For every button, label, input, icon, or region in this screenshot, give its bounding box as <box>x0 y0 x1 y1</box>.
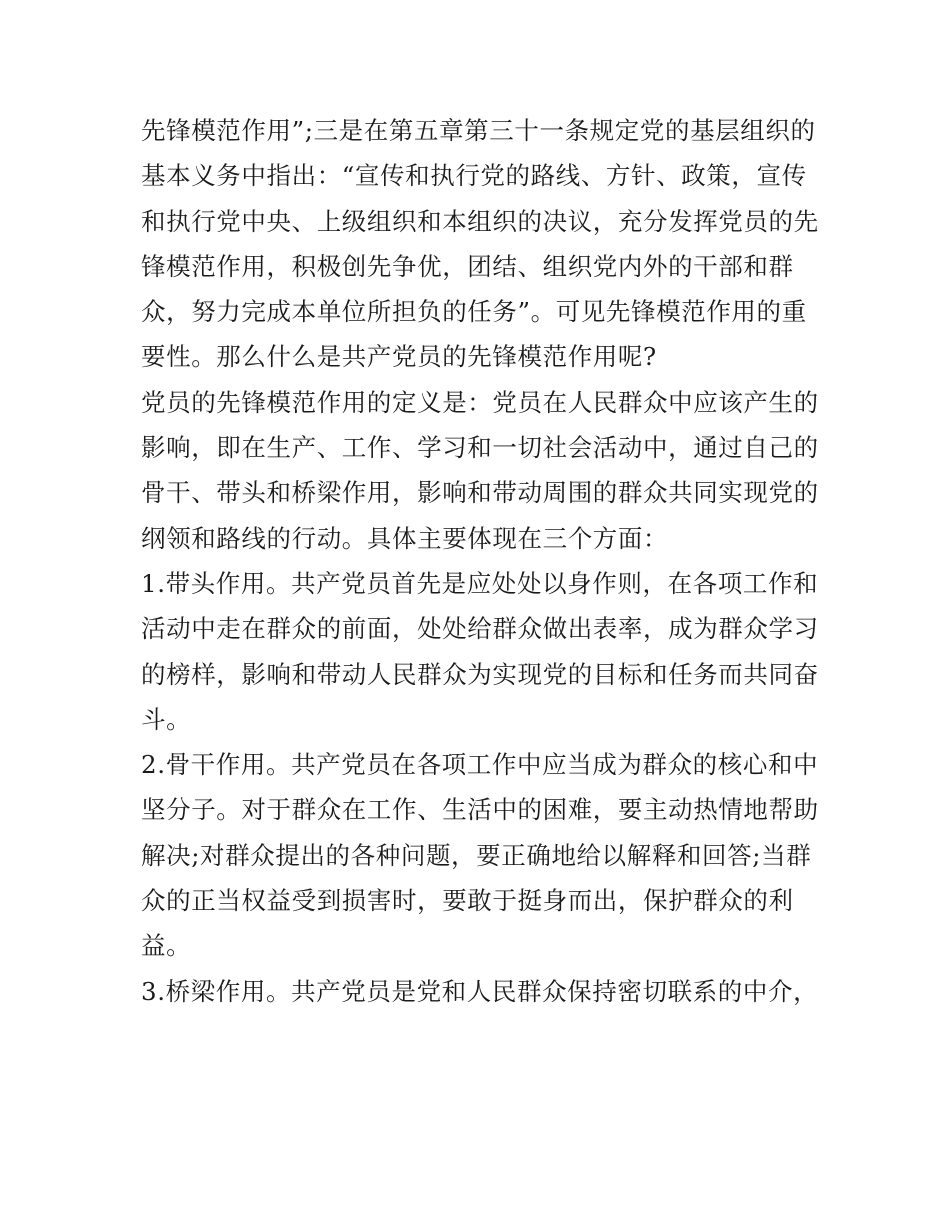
text-line: 众，努力完成本单位所担负的任务”。可见先锋模范作用的重 <box>141 297 807 327</box>
text-line: 的榜样，影响和带动人民群众为实现党的目标和任务而共同奋 <box>141 659 819 689</box>
text-line: 解决;对群众提出的各种问题，要正确地给以解释和回答;当群 <box>141 840 812 870</box>
body-text <box>141 108 817 1014</box>
text-line: 益。 <box>141 931 192 961</box>
text-line: 基本义务中指出：“宣传和执行党的路线、方针、政策，宣传 <box>141 161 807 191</box>
text-line: 骨干、带头和桥梁作用，影响和带动周围的群众共同实现党的 <box>141 478 819 508</box>
text-line: 党员的先锋模范作用的定义是：党员在人民群众中应该产生的 <box>141 387 819 417</box>
text-line: 要性。那么什么是共产党员的先锋模范作用呢? <box>141 342 657 372</box>
text-line: 1.带头作用。共产党员首先是应处处以身作则，在各项工作和 <box>141 568 819 598</box>
text-line: 活动中走在群众的前面，处处给群众做出表率，成为群众学习 <box>141 614 819 644</box>
text-line: 3.桥梁作用。共产党员是党和人民群众保持密切联系的中介， <box>141 976 819 1006</box>
text-line: 和执行党中央、上级组织和本组织的决议，充分发挥党员的先 <box>141 206 819 236</box>
text-line: 先锋模范作用”;三是在第五章第三十一条规定党的基层组织的 <box>141 116 816 145</box>
text-line: 众的正当权益受到损害时，要敢于挺身而出，保护群众的利 <box>141 886 794 916</box>
text-line: 锋模范作用，积极创先争优，团结、组织党内外的干部和群 <box>141 251 794 281</box>
text-line: 纲领和路线的行动。具体主要体现在三个方面： <box>141 523 669 553</box>
text-line: 斗。 <box>141 704 192 734</box>
text-line: 影响，即在生产、工作、学习和一切社会活动中，通过自己的 <box>141 433 819 463</box>
text-line: 2.骨干作用。共产党员在各项工作中应当成为群众的核心和中 <box>141 750 819 780</box>
text-line: 坚分子。对于群众在工作、生活中的困难，要主动热情地帮助 <box>141 795 819 825</box>
